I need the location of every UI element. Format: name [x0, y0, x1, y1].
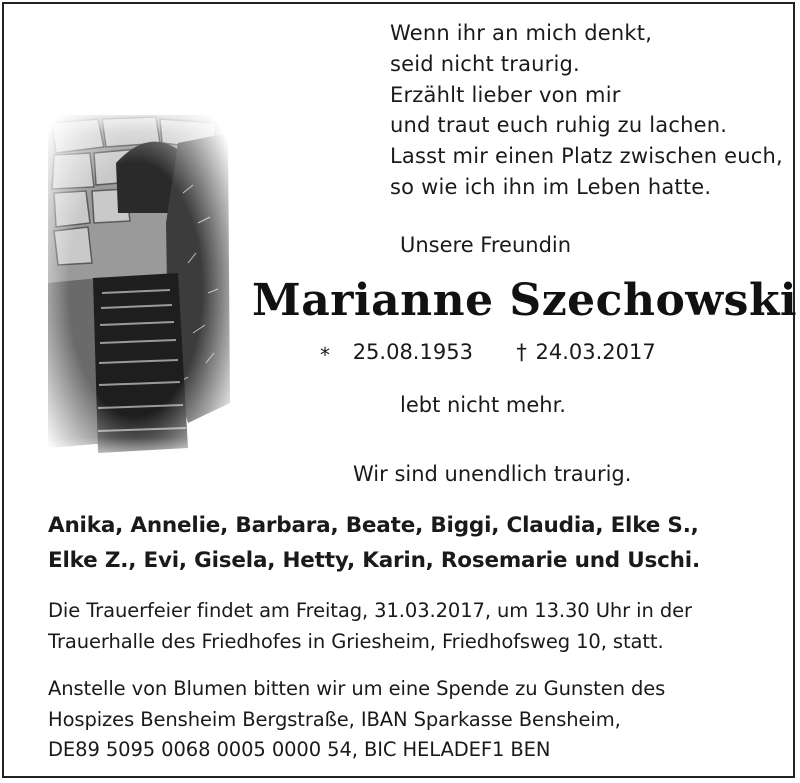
death-cross-icon: † — [516, 340, 527, 364]
funeral-line: Trauerhalle des Friedhofes in Griesheim, Friedhofsweg 10, statt. — [48, 629, 664, 653]
funeral-info — [48, 596, 692, 657]
donation-line: DE89 5095 0068 0005 0000 54, BIC HELADEF1 BEN — [48, 738, 551, 761]
poem-line: seid nicht traurig. — [390, 51, 580, 76]
mourners-line: Anika, Annelie, Barbara, Beate, Biggi, Claudia, Elke S., — [48, 513, 699, 538]
poem-line: Erzählt lieber von mir — [390, 82, 621, 107]
mourners-line: Elke Z., Evi, Gisela, Hetty, Karin, Rosemarie und Uschi. — [48, 548, 700, 573]
poem — [390, 18, 783, 203]
deceased-name: Marianne Szechowski — [252, 275, 798, 326]
donation-info — [48, 674, 665, 766]
poem-line: Wenn ihr an mich denkt, — [390, 21, 653, 45]
poem-line: Lasst mir einen Platz zwischen euch, — [390, 144, 783, 169]
birth-date: 25.08.1953 — [352, 340, 473, 364]
mourners-list — [48, 508, 700, 578]
birth-star-icon: * — [320, 343, 330, 367]
death-date: 24.03.2017 — [535, 340, 656, 364]
poem-line: und traut euch ruhig zu lachen. — [390, 113, 728, 138]
mourning-text: Wir sind unendlich traurig. — [353, 462, 632, 486]
life-dates — [320, 340, 656, 367]
intro-text: Unsere Freundin — [400, 233, 572, 257]
poem-line: so wie ich ihn im Leben hatte. — [390, 174, 712, 199]
funeral-line: Die Trauerfeier findet am Freitag, 31.03.2017, um 13.30 Uhr in der — [48, 599, 692, 622]
passed-text: lebt nicht mehr. — [400, 393, 566, 417]
donation-line: Anstelle von Blumen bitten wir um eine Spende zu Gunsten des — [48, 677, 666, 700]
stone-stairway-photo — [38, 103, 233, 475]
donation-line: Hospizes Bensheim Bergstraße, IBAN Sparkasse Bensheim, — [48, 707, 621, 731]
